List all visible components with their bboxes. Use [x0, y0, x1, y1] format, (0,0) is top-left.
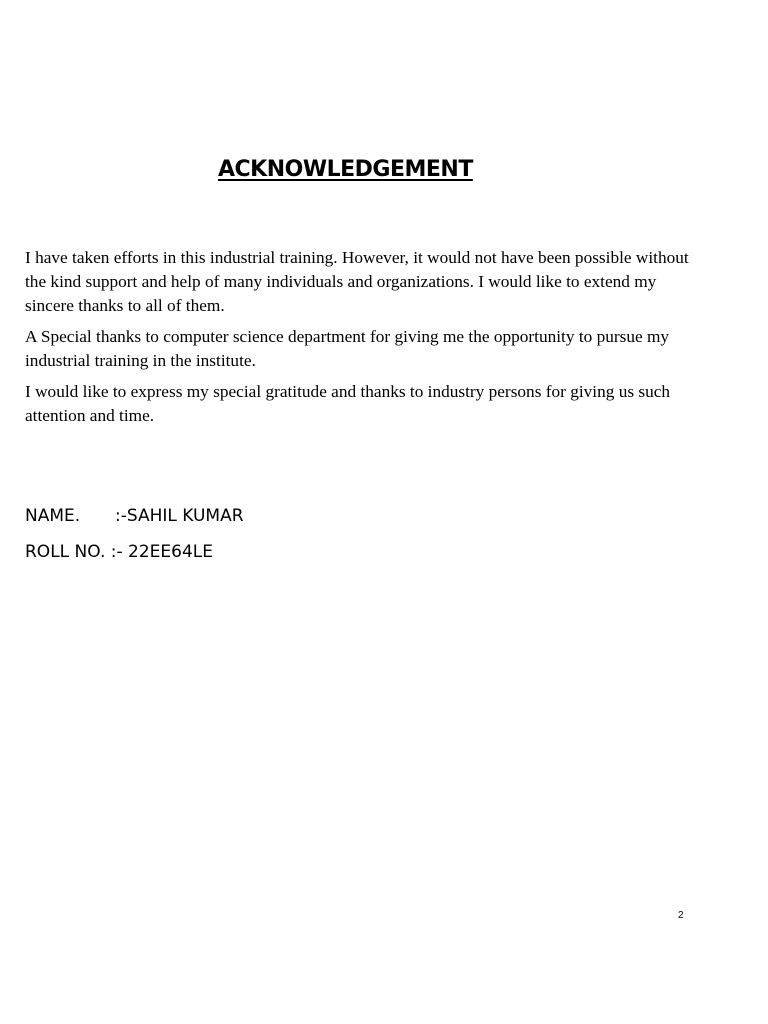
page-number: 2	[678, 910, 684, 921]
paragraph-2: A Special thanks to computer science department for giving me the opportunity to pursue my industrial training in the institute.	[25, 327, 670, 370]
page-title: ACKNOWLEDGEMENT	[218, 157, 473, 182]
name-label: NAME.	[25, 506, 81, 526]
roll-label: ROLL NO.	[25, 542, 106, 562]
roll-number-line	[25, 542, 213, 562]
roll-value: :- 22EE64LE	[105, 542, 213, 562]
paragraph-1: I have taken efforts in this industrial training. However, it would not have been possible without the kind support and help of many individuals and organizations. I would like to extend my sincere thanks to all of them.	[25, 248, 689, 315]
acknowledgement-body	[25, 246, 689, 435]
name-value: :-SAHIL KUMAR	[115, 506, 244, 526]
name-line	[25, 506, 244, 526]
paragraph-3: I would like to express my special gratitude and thanks to industry persons for giving us such attention and time.	[25, 382, 671, 425]
